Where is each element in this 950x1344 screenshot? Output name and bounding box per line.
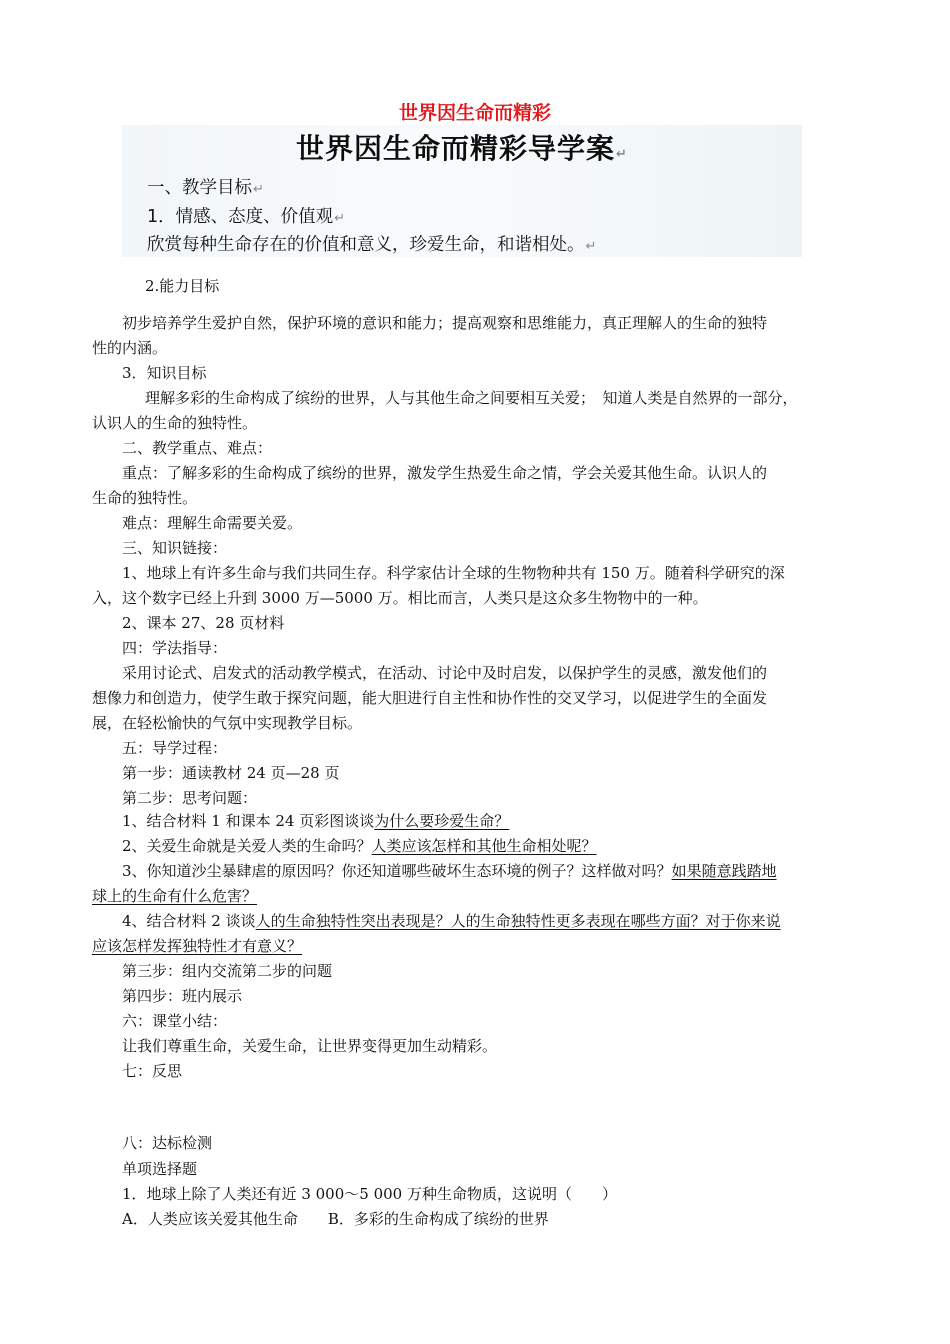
document-title: 世界因生命而精彩 xyxy=(398,102,551,124)
question-line: 应该怎样发挥独特性才有意义？ xyxy=(92,937,303,955)
knowledge-link-line: 1、地球上有许多生命与我们共同生存。科学家估计全球的生物物种共有 150 万。随着科学研究的深 xyxy=(122,564,785,582)
step-line: 第四步：班内展示 xyxy=(122,987,243,1005)
ability-paragraph-line: 性的内涵。 xyxy=(92,339,168,357)
knowledge-link-line: 2、课本 27、28 页材料 xyxy=(122,614,285,632)
knowledge-link-line: 入，这个数字已经上升到 3000 万—5000 万。相比而言，人类只是这众多生物物中的一种。 xyxy=(92,589,708,607)
knowledge-paragraph-line: 理解多彩的生命构成了缤纷的世界，人与其他生命之间要相互关爱； 知道人类是自然界的一部分， xyxy=(145,389,798,407)
paragraph-mark-icon: ↵ xyxy=(616,147,628,162)
section-heading: 五：导学过程： xyxy=(122,739,228,757)
title-banner-image xyxy=(122,125,802,257)
ability-heading: 2.能力目标 xyxy=(145,277,220,295)
banner-title: 世界因生命而精彩导学案↵ xyxy=(296,132,628,165)
method-paragraph-line: 想像力和创造力，使学生敢于探究问题，能大胆进行自主性和协作性的交叉学习，以促进学生的全面发 xyxy=(92,689,768,707)
key-point-line: 重点：了解多彩的生命构成了缤纷的世界，激发学生热爱生命之情，学会关爱其他生命。认识人的 xyxy=(122,464,768,482)
question-line: 3、你知道沙尘暴肆虐的原因吗？你还知道哪些破坏生态环境的例子？这样做对吗？如果随意践踏地 xyxy=(122,862,777,880)
question-line: 1、结合材料 1 和课本 24 页彩图谈谈为什么要珍爱生命？ xyxy=(122,812,510,830)
summary-line: 让我们尊重生命，关爱生命，让世界变得更加生动精彩。 xyxy=(122,1037,498,1055)
section-heading: 三、知识链接： xyxy=(122,539,228,557)
paragraph-mark-icon: ↵ xyxy=(253,182,264,197)
question-line: 4、结合材料 2 谈谈人的生命独特性突出表现是？人的生命独特性更多表现在哪些方面？对于你来说 xyxy=(122,912,781,930)
question-line: 球上的生命有什么危害？ xyxy=(92,887,258,905)
paragraph-mark-icon: ↵ xyxy=(334,211,346,226)
difficulty-line: 难点：理解生命需要关爱。 xyxy=(122,514,303,532)
key-point-line: 生命的独特性。 xyxy=(92,489,198,507)
step-line: 第一步：通读教材 24 页—28 页 xyxy=(122,764,340,782)
section-heading: 四：学法指导： xyxy=(122,639,228,657)
banner-text: 欣赏每种生命存在的价值和意义，珍爱生命，和谐相处。↵ xyxy=(147,235,597,255)
method-paragraph-line: 展，在轻松愉快的气氛中实现教学目标。 xyxy=(92,714,363,732)
step-line: 第三步：组内交流第二步的问题 xyxy=(122,962,333,980)
quiz-type-heading: 单项选择题 xyxy=(122,1160,198,1178)
section-heading: 八：达标检测 xyxy=(122,1134,213,1152)
section-heading: 二、教学重点、难点： xyxy=(122,439,273,457)
ability-paragraph-line: 初步培养学生爱护自然，保护环境的意识和能力；提高观察和思维能力，真正理解人的生命的独特 xyxy=(122,314,768,332)
section-heading: 六：课堂小结： xyxy=(122,1012,228,1030)
banner-section-heading: 一、教学目标↵ xyxy=(147,178,264,198)
knowledge-paragraph-line: 认识人的生命的独特性。 xyxy=(92,414,258,432)
knowledge-heading: 3．知识目标 xyxy=(122,364,207,382)
quiz-question: 1．地球上除了人类还有近 3 000～5 000 万种生命物质，这说明（ ） xyxy=(122,1185,617,1203)
step-line: 第二步：思考问题： xyxy=(122,789,258,807)
question-line: 2、关爱生命就是关爱人类的生命吗？人类应该怎样和其他生命相处呢？ xyxy=(122,837,597,855)
banner-subheading: 1．情感、态度、价值观↵ xyxy=(147,207,346,227)
paragraph-mark-icon: ↵ xyxy=(585,239,597,254)
section-heading: 七：反思 xyxy=(122,1062,183,1080)
method-paragraph-line: 采用讨论式、启发式的活动教学模式，在活动、讨论中及时启发，以保护学生的灵感，激发他们的 xyxy=(122,664,768,682)
quiz-options: A．人类应该关爱其他生命 B．多彩的生命构成了缤纷的世界 xyxy=(122,1210,549,1228)
